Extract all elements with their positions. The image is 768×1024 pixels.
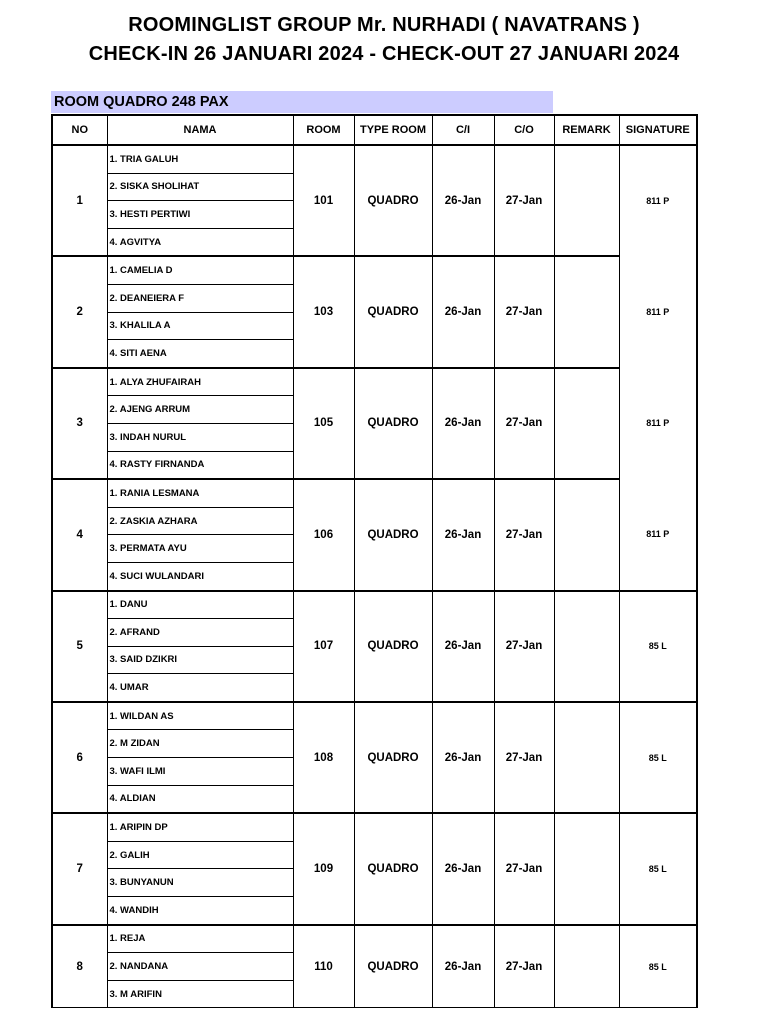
guest-name: 1. CAMELIA D [107,256,293,284]
room-number: 106 [293,479,354,590]
guest-name: 2. AFRAND [107,619,293,647]
header-room: ROOM [293,115,354,145]
signature-cell: 85 L [619,702,697,813]
remark-cell [554,591,619,702]
row-number: 7 [52,813,107,924]
header-nama: NAMA [107,115,293,145]
remark-cell [554,925,619,1008]
row-number: 6 [52,702,107,813]
signature-cell: 811 P [619,479,697,590]
room-number: 107 [293,591,354,702]
signature-cell: 811 P [619,145,697,256]
table-row [52,591,697,619]
row-number: 3 [52,368,107,479]
check-in-date: 26-Jan [432,925,494,1008]
room-number: 103 [293,256,354,367]
remark-cell [554,702,619,813]
guest-name: 3. BUNYANUN [107,869,293,897]
rooming-table [51,114,698,1008]
guest-name: 2. M ZIDAN [107,730,293,758]
room-number: 109 [293,813,354,924]
guest-name: 2. GALIH [107,841,293,869]
guest-name: 1. WILDAN AS [107,702,293,730]
guest-name: 2. SISKA SHOLIHAT [107,173,293,201]
guest-name: 4. ALDIAN [107,785,293,813]
signature-cell: 811 P [619,256,697,367]
row-number: 1 [52,145,107,256]
guest-name: 3. SAID DZIKRI [107,646,293,674]
signature-cell: 85 L [619,925,697,1008]
table-row [52,145,697,173]
guest-name: 3. HESTI PERTIWI [107,201,293,229]
table-row [52,702,697,730]
room-type: QUADRO [354,368,432,479]
header-row [52,115,697,145]
remark-cell [554,368,619,479]
guest-name: 3. PERMATA AYU [107,535,293,563]
room-type: QUADRO [354,256,432,367]
check-out-date: 27-Jan [494,256,554,367]
row-number: 4 [52,479,107,590]
remark-cell [554,145,619,256]
check-out-date: 27-Jan [494,591,554,702]
check-out-date: 27-Jan [494,925,554,1008]
row-number: 2 [52,256,107,367]
guest-name: 1. REJA [107,925,293,953]
check-in-date: 26-Jan [432,145,494,256]
document-subtitle: CHECK-IN 26 JANUARI 2024 - CHECK-OUT 27 JANUARI 2024 [88,43,680,65]
signature-cell: 811 P [619,368,697,479]
room-type: QUADRO [354,591,432,702]
guest-name: 3. WAFI ILMI [107,758,293,786]
check-out-date: 27-Jan [494,813,554,924]
header-ci: C/I [432,115,494,145]
remark-cell [554,256,619,367]
document-title: ROOMINGLIST GROUP Mr. NURHADI ( NAVATRANS ) [128,14,640,36]
room-number: 101 [293,145,354,256]
guest-name: 1. RANIA LESMANA [107,479,293,507]
header-no: NO [52,115,107,145]
header-remark: REMARK [554,115,619,145]
signature-cell: 85 L [619,813,697,924]
table-body [52,145,697,1008]
table-row [52,813,697,841]
check-in-date: 26-Jan [432,591,494,702]
remark-cell [554,479,619,590]
guest-name: 4. SITI AENA [107,340,293,368]
section-label: ROOM QUADRO 248 PAX [51,91,553,113]
table-row [52,256,697,284]
guest-name: 1. ARIPIN DP [107,813,293,841]
check-out-date: 27-Jan [494,145,554,256]
check-in-date: 26-Jan [432,702,494,813]
table-row [52,368,697,396]
header-co: C/O [494,115,554,145]
check-out-date: 27-Jan [494,368,554,479]
signature-cell: 85 L [619,591,697,702]
table-row [52,925,697,953]
room-number: 110 [293,925,354,1008]
guest-name: 3. M ARIFIN [107,980,293,1008]
guest-name: 2. NANDANA [107,953,293,981]
guest-name: 2. AJENG ARRUM [107,396,293,424]
room-type: QUADRO [354,925,432,1008]
guest-name: 4. WANDIH [107,897,293,925]
check-out-date: 27-Jan [494,702,554,813]
check-in-date: 26-Jan [432,256,494,367]
guest-name: 3. INDAH NURUL [107,423,293,451]
room-number: 108 [293,702,354,813]
guest-name: 4. SUCI WULANDARI [107,562,293,590]
room-type: QUADRO [354,145,432,256]
guest-name: 1. TRIA GALUH [107,145,293,173]
guest-name: 1. ALYA ZHUFAIRAH [107,368,293,396]
check-in-date: 26-Jan [432,368,494,479]
header-type-room: TYPE ROOM [354,115,432,145]
guest-name: 2. DEANEIERA F [107,284,293,312]
room-type: QUADRO [354,479,432,590]
row-number: 8 [52,925,107,1008]
guest-name: 4. RASTY FIRNANDA [107,451,293,479]
room-number: 105 [293,368,354,479]
guest-name: 4. AGVITYA [107,228,293,256]
row-number: 5 [52,591,107,702]
table-row [52,479,697,507]
guest-name: 4. UMAR [107,674,293,702]
guest-name: 3. KHALILA A [107,312,293,340]
room-type: QUADRO [354,702,432,813]
check-out-date: 27-Jan [494,479,554,590]
room-type: QUADRO [354,813,432,924]
header-signature: SIGNATURE [619,115,697,145]
remark-cell [554,813,619,924]
check-in-date: 26-Jan [432,813,494,924]
guest-name: 2. ZASKIA AZHARA [107,507,293,535]
check-in-date: 26-Jan [432,479,494,590]
guest-name: 1. DANU [107,591,293,619]
